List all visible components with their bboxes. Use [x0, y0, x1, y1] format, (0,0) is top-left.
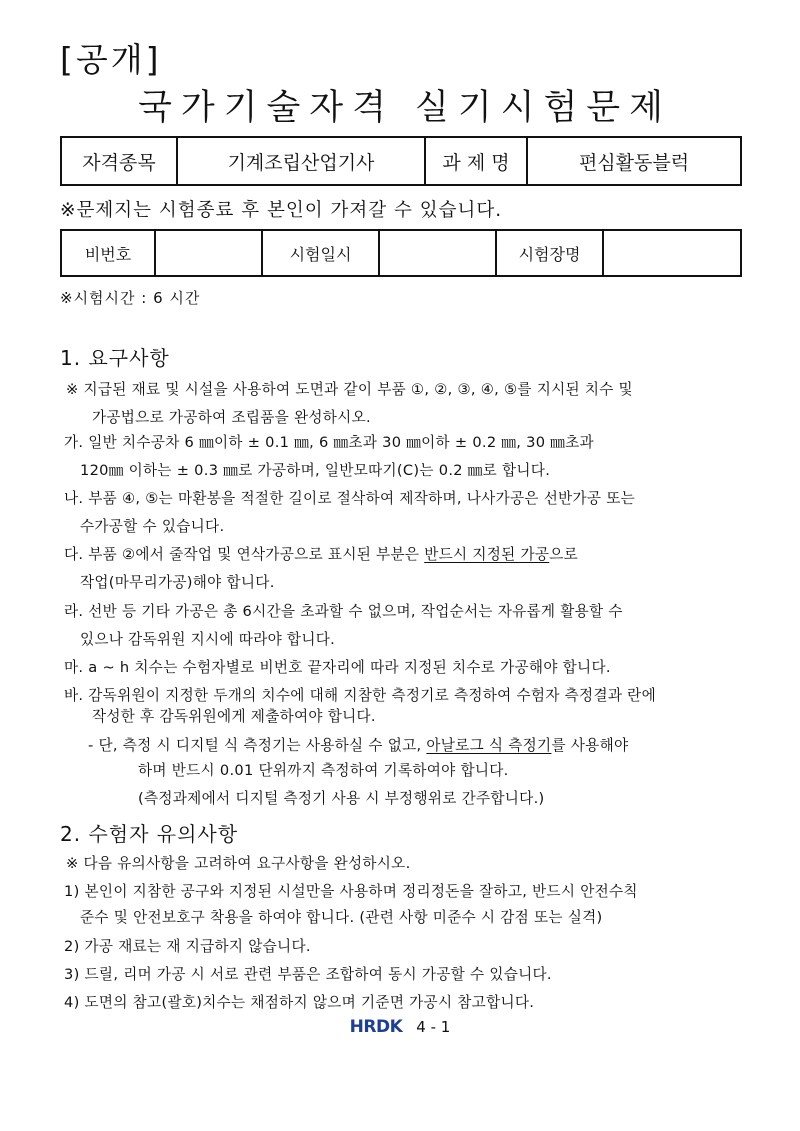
- candidate-id-table: [60, 229, 742, 277]
- page-title: 국가기술자격 실기시험문제: [138, 88, 672, 128]
- date-field[interactable]: [379, 230, 496, 276]
- caution-line: ※ 다음 유의사항을 고려하여 요구사항을 완성하시오.: [66, 855, 411, 872]
- place-field[interactable]: [603, 230, 741, 276]
- req-text: 으로: [549, 546, 579, 563]
- req-line: 작성한 후 감독위원에게 제출하여야 합니다.: [92, 708, 376, 725]
- notice-return: ※문제지는 시험종료 후 본인이 가져갈 수 있습니다.: [60, 200, 503, 221]
- page-footer: [0, 1017, 800, 1037]
- req-line: 작업(마무리가공)해야 합니다.: [80, 574, 275, 591]
- req-text: - 단, 측정 시 디지털 식 측정기는 사용하실 수 없고,: [88, 737, 427, 754]
- req-line: 바. 감독위원이 지정한 두개의 치수에 대해 지참한 측정기로 측정하여 수험자 측정결과 란에: [64, 687, 656, 704]
- req-text: 다. 부품 ②에서 줄작업 및 연삭가공으로 표시된 부분은: [64, 546, 425, 563]
- id-field[interactable]: [155, 230, 262, 276]
- req-line: (측정과제에서 디지털 측정기 사용 시 부정행위로 간주합니다.): [138, 790, 545, 807]
- place-label: 시험장명: [496, 230, 603, 276]
- id-label: 비번호: [61, 230, 155, 276]
- emphasis-text: 반드시 지정된 가공: [424, 546, 550, 563]
- section2-heading: 2. 수험자 유의사항: [60, 822, 239, 846]
- category-value: 기계조립산업기사: [177, 137, 425, 185]
- task-value: 편심활동블럭: [527, 137, 741, 185]
- caution-line: 1) 본인이 지참한 공구와 지정된 시설만을 사용하며 정리정돈을 잘하고, 반드시 안전수칙: [64, 883, 638, 900]
- req-line: 120㎜ 이하는 ± 0.3 ㎜로 가공하며, 일반모따기(C)는 0.2 ㎜로 합니다.: [80, 462, 551, 479]
- caution-line: 준수 및 안전보호구 착용을 하여야 합니다. (관련 사항 미준수 시 감점 또는 실격): [80, 909, 603, 926]
- req-text: 를 사용해야: [551, 737, 629, 754]
- exam-time-notice: ※시험시간 : 6 시간: [60, 289, 201, 307]
- date-label: 시험일시: [262, 230, 379, 276]
- category-label: 자격종목: [61, 137, 177, 185]
- req-line: 라. 선반 등 기타 가공은 총 6시간을 초과할 수 없으며, 작업순서는 자유롭게 활용할 수: [64, 603, 623, 620]
- visibility-tag: [공개]: [60, 40, 162, 79]
- req-line: 가. 일반 치수공차 6 ㎜이하 ± 0.1 ㎜, 6 ㎜초과 30 ㎜이하 ± 0.2 ㎜, 30 ㎜초과: [64, 434, 594, 451]
- req-line: 수가공할 수 있습니다.: [80, 518, 225, 535]
- caution-line: 3) 드릴, 리머 가공 시 서로 관련 부품은 조합하여 동시 가공할 수 있습니다.: [64, 966, 552, 983]
- caution-line: 2) 가공 재료는 재 지급하지 않습니다.: [64, 938, 311, 955]
- req-line: ※ 지급된 재료 및 시설을 사용하여 도면과 같이 부품 ①, ②, ③, ④, ⑤를 지시된 치수 및: [66, 381, 633, 398]
- section1-heading: 1. 요구사항: [60, 346, 170, 370]
- req-line: 마. a ~ h 치수는 수험자별로 비번호 끝자리에 따라 지정된 치수로 가공해야 합니다.: [64, 659, 611, 676]
- exam-info-table: [60, 136, 742, 186]
- hrdk-logo: HRDK: [349, 1017, 403, 1037]
- caution-line: 4) 도면의 참고(괄호)치수는 채점하지 않으며 기준면 가공시 참고합니다.: [64, 994, 535, 1011]
- task-label: 과 제 명: [425, 137, 527, 185]
- req-line: 가공법으로 가공하여 조립품을 완성하시오.: [92, 409, 371, 426]
- req-line: [88, 734, 628, 755]
- req-line: 있으나 감독위원 지시에 따라야 합니다.: [80, 631, 336, 648]
- req-line: [64, 543, 578, 564]
- emphasis-text: 아날로그 식 측정기: [426, 737, 552, 754]
- req-line: 하며 반드시 0.01 단위까지 측정하여 기록하여야 합니다.: [138, 762, 509, 779]
- req-line: 나. 부품 ④, ⑤는 마환봉을 적절한 길이로 절삭하여 제작하며, 나사가공은 선반가공 또는: [64, 490, 636, 507]
- page-number: 4 - 1: [416, 1018, 451, 1036]
